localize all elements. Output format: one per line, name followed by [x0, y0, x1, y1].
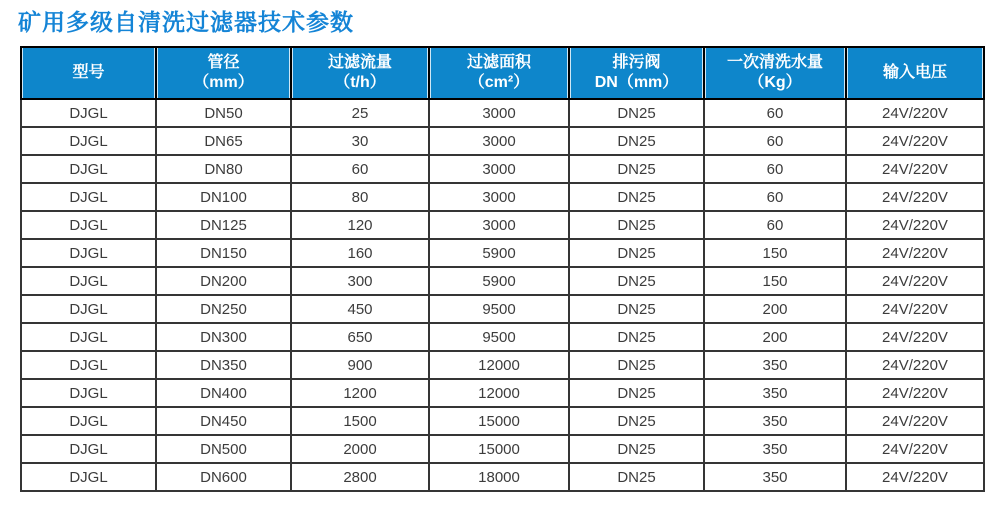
table-cell: 2000 — [291, 435, 429, 463]
table-cell: 24V/220V — [846, 211, 984, 239]
table-cell: DN25 — [569, 155, 704, 183]
column-header-line2: （mm） — [193, 74, 254, 91]
header-row — [21, 47, 984, 99]
table-cell: DN25 — [569, 407, 704, 435]
table-cell: DN100 — [156, 183, 291, 211]
table-cell: 300 — [291, 267, 429, 295]
column-header-line1: 过滤流量 — [327, 53, 392, 71]
table-row — [21, 379, 984, 407]
table-cell: 350 — [704, 407, 846, 435]
table-cell: DN125 — [156, 211, 291, 239]
table-cell: 120 — [291, 211, 429, 239]
table-cell: DJGL — [21, 351, 156, 379]
table-cell: 1500 — [291, 407, 429, 435]
table-cell: DN25 — [569, 379, 704, 407]
table-cell: 24V/220V — [846, 351, 984, 379]
table-cell: DJGL — [21, 239, 156, 267]
table-cell: 30 — [291, 127, 429, 155]
table-cell: 650 — [291, 323, 429, 351]
table-cell: DN450 — [156, 407, 291, 435]
table-cell: 150 — [704, 267, 846, 295]
table-cell: DJGL — [21, 99, 156, 127]
table-cell: 5900 — [429, 239, 569, 267]
column-header-2 — [156, 47, 291, 99]
column-header-line2: （cm²） — [468, 74, 530, 91]
table-cell: 150 — [704, 239, 846, 267]
table-cell: DJGL — [21, 155, 156, 183]
column-header-3 — [291, 47, 429, 99]
table-cell: 24V/220V — [846, 183, 984, 211]
table-cell: DN25 — [569, 239, 704, 267]
table-row — [21, 267, 984, 295]
table-cell: DJGL — [21, 295, 156, 323]
table-row — [21, 183, 984, 211]
column-header-line2: （Kg） — [748, 74, 802, 91]
table-cell: DN250 — [156, 295, 291, 323]
table-cell: 24V/220V — [846, 435, 984, 463]
table-cell: 12000 — [429, 351, 569, 379]
table-cell: 450 — [291, 295, 429, 323]
table-row — [21, 127, 984, 155]
table-cell: 3000 — [429, 211, 569, 239]
table-cell: 60 — [704, 99, 846, 127]
table-cell: 24V/220V — [846, 239, 984, 267]
table-cell: DN25 — [569, 211, 704, 239]
table-cell: DN65 — [156, 127, 291, 155]
table-cell: DN25 — [569, 351, 704, 379]
table-row — [21, 295, 984, 323]
table-cell: DJGL — [21, 127, 156, 155]
table-cell: 3000 — [429, 183, 569, 211]
table-row — [21, 351, 984, 379]
column-header-line2: DN（mm） — [594, 74, 679, 91]
table-cell: DJGL — [21, 267, 156, 295]
table-cell: 24V/220V — [846, 323, 984, 351]
table-row — [21, 407, 984, 435]
table-cell: 9500 — [429, 323, 569, 351]
table-cell: DN80 — [156, 155, 291, 183]
column-header-1 — [21, 47, 156, 99]
table-cell: DN500 — [156, 435, 291, 463]
table-cell: DJGL — [21, 407, 156, 435]
table-cell: 200 — [704, 295, 846, 323]
table-cell: 24V/220V — [846, 99, 984, 127]
table-cell: 24V/220V — [846, 267, 984, 295]
table-cell: 350 — [704, 351, 846, 379]
table-cell: 15000 — [429, 435, 569, 463]
table-cell: 60 — [704, 127, 846, 155]
table-cell: 160 — [291, 239, 429, 267]
table-cell: DN25 — [569, 435, 704, 463]
column-header-line1: 管径 — [207, 53, 240, 71]
table-cell: DN25 — [569, 267, 704, 295]
table-cell: 24V/220V — [846, 127, 984, 155]
table-cell: DN25 — [569, 463, 704, 491]
table-cell: DN150 — [156, 239, 291, 267]
table-cell: 3000 — [429, 155, 569, 183]
column-header-4 — [429, 47, 569, 99]
column-header-7 — [846, 47, 984, 99]
table-cell: DN200 — [156, 267, 291, 295]
table-cell: 3000 — [429, 127, 569, 155]
table-cell: 60 — [291, 155, 429, 183]
table-cell: DN25 — [569, 127, 704, 155]
table-row — [21, 239, 984, 267]
table-cell: 350 — [704, 435, 846, 463]
table-cell: DN25 — [569, 183, 704, 211]
table-cell: 15000 — [429, 407, 569, 435]
specs-table — [20, 46, 985, 492]
table-cell: 18000 — [429, 463, 569, 491]
column-header-line1: 型号 — [72, 63, 105, 81]
table-row — [21, 99, 984, 127]
table-cell: DN300 — [156, 323, 291, 351]
table-cell: 24V/220V — [846, 379, 984, 407]
table-cell: 350 — [704, 379, 846, 407]
table-cell: 9500 — [429, 295, 569, 323]
table-cell: 3000 — [429, 99, 569, 127]
table-cell: 24V/220V — [846, 463, 984, 491]
table-cell: DJGL — [21, 435, 156, 463]
table-row — [21, 463, 984, 491]
table-cell: 200 — [704, 323, 846, 351]
column-header-line1: 排污阀 — [612, 53, 661, 71]
table-cell: DJGL — [21, 211, 156, 239]
table-cell: 24V/220V — [846, 155, 984, 183]
table-cell: 5900 — [429, 267, 569, 295]
table-body — [21, 99, 984, 491]
table-cell: 24V/220V — [846, 407, 984, 435]
table-cell: 12000 — [429, 379, 569, 407]
table-cell: 350 — [704, 463, 846, 491]
column-header-5 — [569, 47, 704, 99]
table-cell: 900 — [291, 351, 429, 379]
column-header-line1: 输入电压 — [882, 63, 947, 81]
table-cell: DJGL — [21, 379, 156, 407]
column-header-6 — [704, 47, 846, 99]
table-cell: 25 — [291, 99, 429, 127]
table-cell: 60 — [704, 155, 846, 183]
table-cell: DJGL — [21, 183, 156, 211]
table-cell: 1200 — [291, 379, 429, 407]
table-cell: 24V/220V — [846, 295, 984, 323]
table-row — [21, 211, 984, 239]
column-header-line2: （t/h） — [334, 74, 386, 91]
table-cell: DN400 — [156, 379, 291, 407]
table-cell: DJGL — [21, 323, 156, 351]
table-row — [21, 323, 984, 351]
table-cell: 80 — [291, 183, 429, 211]
column-header-line1: 过滤面积 — [466, 53, 531, 71]
table-cell: DN25 — [569, 323, 704, 351]
page-title: 矿用多级自清洗过滤器技术参数 — [18, 9, 354, 35]
table-row — [21, 435, 984, 463]
table-cell: DN50 — [156, 99, 291, 127]
column-header-line1: 一次清洗水量 — [726, 53, 823, 71]
table-cell: 60 — [704, 211, 846, 239]
table-cell: 60 — [704, 183, 846, 211]
table-cell: DN25 — [569, 99, 704, 127]
table-cell: DN25 — [569, 295, 704, 323]
table-row — [21, 155, 984, 183]
table-cell: DN600 — [156, 463, 291, 491]
table-cell: DN350 — [156, 351, 291, 379]
table-cell: 2800 — [291, 463, 429, 491]
table-cell: DJGL — [21, 463, 156, 491]
